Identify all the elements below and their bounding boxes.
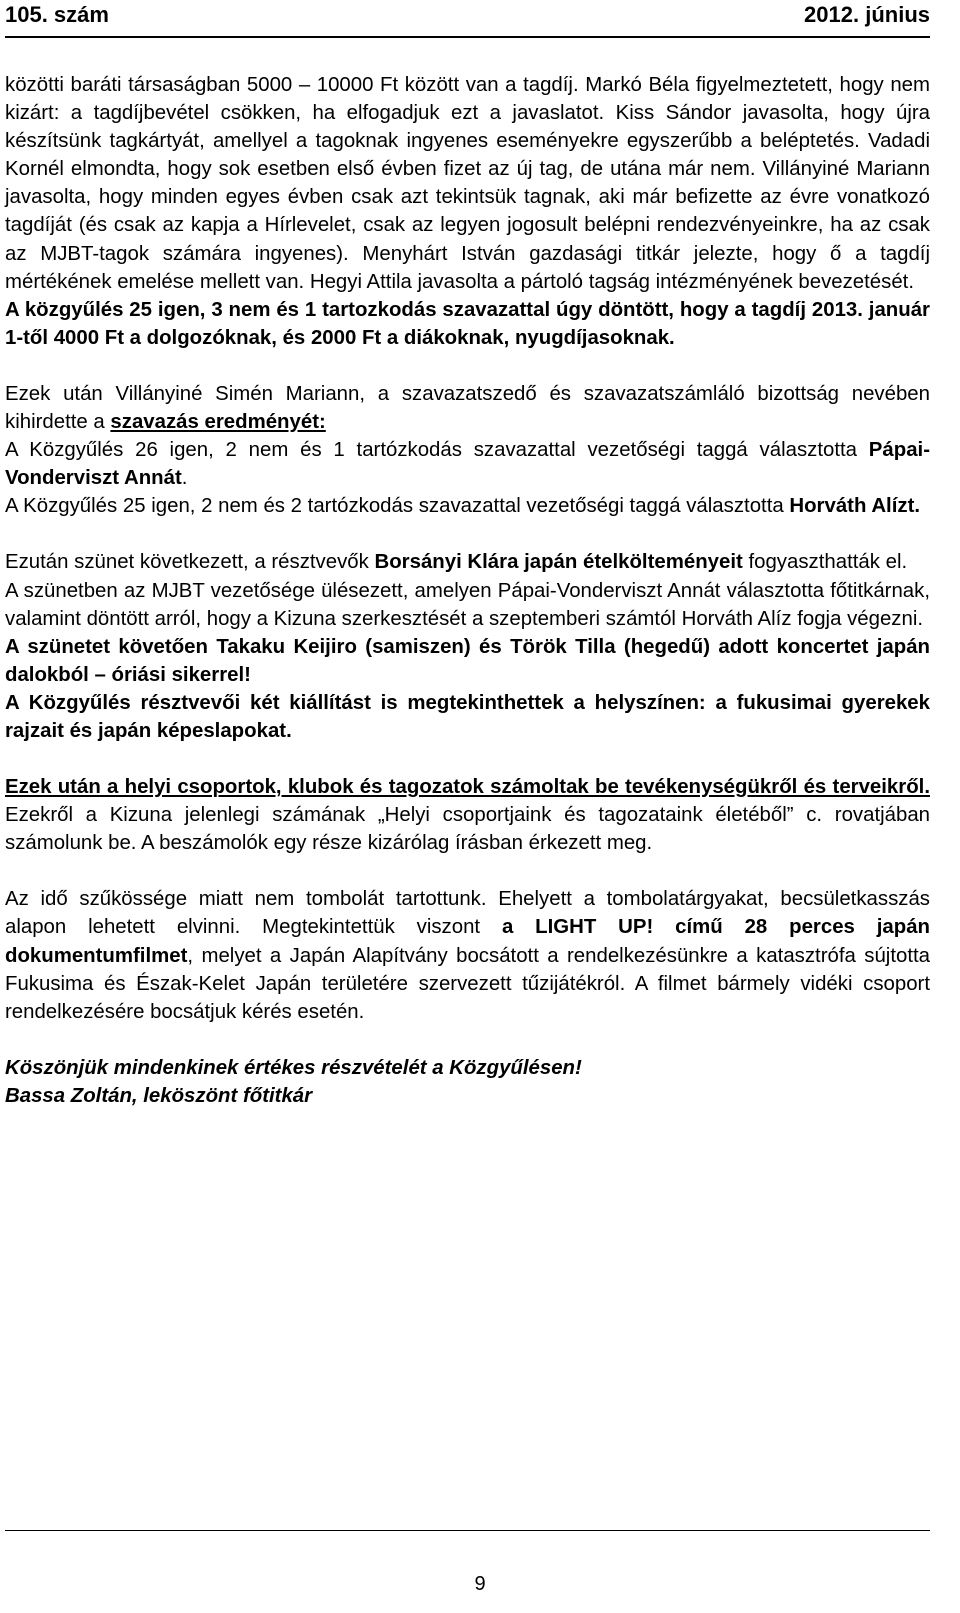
paragraph-vote-results-intro: Ezek után Villányiné Simén Mariann, a szavazatszedő és szavazatszámláló bizottság nevében kihirdette a szavazás eredményét: [5,382,930,434]
food-credit: Borsányi Klára japán ételkölteményeit [374,551,743,574]
page-header [5,0,930,38]
paragraph-gap [5,857,930,885]
vote-results-heading: szavazás eredményét: [110,411,326,434]
film-title: a LIGHT UP! című 28 perces japán dokumentumfilmet [5,916,930,967]
paragraph-fee-decision: A közgyűlés 25 igen, 3 nem és 1 tartozkodás szavazattal úgy döntött, hogy a tagdíj 2013. január 1-től 4000 Ft a dolgozóknak, és 2000 Ft a diákoknak, nyugdíjasoknak. [5,298,930,349]
local-groups-heading: Ezek után a helyi csoportok, klubok és tagozatok számoltak be tevékenységükről és terveikről. [5,776,930,799]
closing-signature: Bassa Zoltán, leköszönt főtitkár [5,1084,313,1107]
paragraph-break-food: Ezután szünet következett, a résztvevők Borsányi Klára japán ételkölteményeit fogyaszthatták el. [5,551,908,574]
article-body [5,71,930,1110]
paragraph-board-meeting: A szünetben az MJBT vezetősége ülésezett, amelyen Pápai-Vonderviszt Annát választotta főtitkárnak, valamint döntött arról, hogy a Kizuna szerkesztését a szeptemberi számtól Horváth Alíz fogja végezni. [5,579,930,630]
paragraph-concert: A szünetet követően Takaku Keijiro (samiszen) és Török Tilla (hegedű) adott koncertet japán dalokból – óriási sikerrel! [5,635,930,686]
issue-number: 105. szám [5,2,109,27]
paragraph-local-groups: Ezek után a helyi csoportok, klubok és tagozatok számoltak be tevékenységükről és terveikről. Ezekről a Kizuna jelenlegi számának „Helyi csoportjaink és tagozataink életéből” c. rovatjában számolunk be. A beszámolók egy része kizárólag írásban érkezett meg. [5,776,930,855]
issue-date: 2012. június [804,2,930,27]
paragraph-exhibitions: A Közgyűlés résztvevői két kiállítást is megtekinthettek a helyszínen: a fukusimai gyerekek rajzait és japán képeslapokat. [5,691,930,742]
footer-divider [5,1530,930,1531]
closing-thanks: Köszönjük mindenkinek értékes részvételét a Közgyűlésen! [5,1056,582,1079]
paragraph-membership-fee-discussion: közötti baráti társaságban 5000 – 10000 Ft között van a tagdíj. Markó Béla figyelmeztetett, hogy nem kizárt: a tagdíjbevétel csökken, ha elfogadjuk ezt a javaslatot. Kiss Sándor javasolta, hogy újra készítsünk tagkártyát, amellyel a tagoknak ingyenes eseményekre egyszerűbb a beléptetés. Vadadi Kornél elmondta, hogy sok esetben első évben fizet az új tag, de utána már nem. Villányiné Mariann javasolta, hogy minden egyes évben csak azt tekintsük tagnak, aki már befizette az évre vonatkozó tagdíját (és csak az kapja a Hírlevelet, csak az legyen jogosult belépni rendezvényeinkre, ha az csak az MJBT-tagok számára ingyenes). Menyhárt István gazdasági titkár jelezte, hogy ő a tagdíj mértékének emelése mellett van. Hegyi Attila javasolta a pártoló tagság intézményének bevezetését. [5,74,930,293]
page-number: 9 [474,1573,486,1595]
paragraph-gap [5,352,930,380]
paragraph-election-2: A Közgyűlés 25 igen, 2 nem és 2 tartózkodás szavazattal vezetőségi taggá választotta Horváth Alízt. [5,495,921,518]
paragraph-gap [5,745,930,773]
paragraph-election-1: A Közgyűlés 26 igen, 2 nem és 1 tartózkodás szavazattal vezetőségi taggá választotta Pápai-Vonderviszt Annát. [5,439,930,490]
elected-name-1: Pápai-Vonderviszt Annát [5,439,930,490]
paragraph-gap [5,1026,930,1054]
paragraph-film: Az idő szűkössége miatt nem tombolát tartottunk. Ehelyett a tombolatárgyakat, becsületkasszás alapon lehetett elvinni. Megtekintettük viszont a LIGHT UP! című 28 perces japán dokumentumfilmet, melyet a Japán Alapítvány bocsátott a rendelkezésünkre a katasztrófa sújtotta Fukusima és Észak-Kelet Japán területére szervezett tűzijátékról. A filmet bármely vidéki csoport rendelkezésére bocsátjuk kérés esetén. [5,888,930,1023]
paragraph-gap [5,520,930,548]
elected-name-2: Horváth Alízt. [789,495,921,518]
